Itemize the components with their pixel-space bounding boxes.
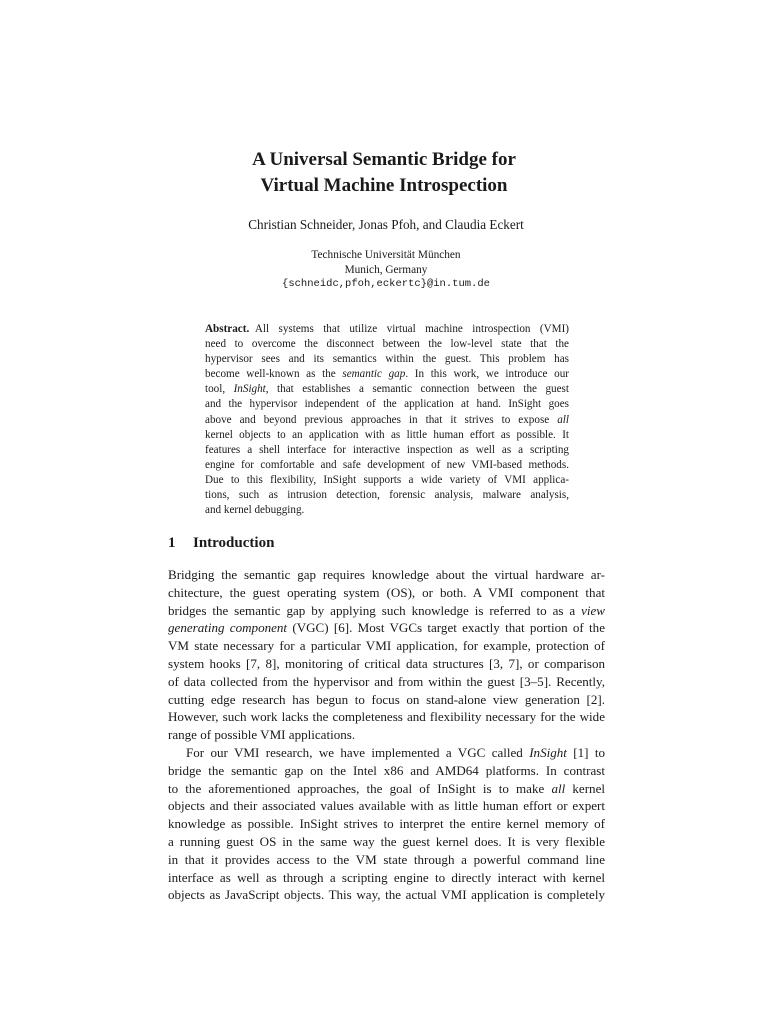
abstract-line <box>205 382 569 397</box>
abstract-line <box>205 322 569 337</box>
body-line <box>168 815 605 833</box>
body-line <box>168 869 605 887</box>
abstract-label: Abstract. <box>205 323 250 335</box>
abstract-line <box>205 352 569 367</box>
text-run: chitecture, the guest operating system (OS), or both. A VMI component that <box>168 584 605 600</box>
abstract-line <box>205 367 569 382</box>
text-run: hypervisor sees and its semantics within the guest. This problem has <box>205 353 569 366</box>
text-run: , that establishes a semantic connection between the guest <box>265 383 569 396</box>
text-run: objects and their associated values available with as little human effort or expert <box>168 798 605 814</box>
affiliation-institution: Technische Universität München <box>311 249 461 261</box>
emphasized-text: all <box>557 413 569 426</box>
abstract-line <box>205 397 569 412</box>
emphasized-text: InSight <box>529 744 567 760</box>
introduction-body <box>168 566 605 904</box>
abstract-line <box>205 458 569 473</box>
text-run: Bridging the semantic gap requires knowledge about the virtual hardware ar- <box>168 567 605 582</box>
text-run: Due to this flexibility, InSight supports a wide variety of VMI applica- <box>205 473 569 486</box>
text-run: to the aforementioned approaches, the goal of InSight is to make <box>168 780 552 796</box>
body-line <box>168 797 605 815</box>
body-line <box>168 780 605 798</box>
body-line <box>168 619 605 637</box>
body-line <box>168 602 605 620</box>
text-run: VM state necessary for a particular VMI application, for example, protection of <box>168 638 605 654</box>
emphasized-text: generating component <box>168 620 288 636</box>
body-line <box>168 637 605 655</box>
section-number: 1 <box>168 535 176 551</box>
text-run: cutting edge research has begun to focus on stand-alone view generation [2]. <box>168 691 605 707</box>
abstract-line <box>205 473 569 488</box>
body-line <box>168 886 605 904</box>
body-line <box>168 726 605 744</box>
abstract-line <box>205 443 569 458</box>
body-line <box>168 691 605 709</box>
body-line <box>168 655 605 673</box>
abstract-line <box>205 428 569 443</box>
text-run: kernel objects to an application with as little human effort as possible. It <box>205 428 569 441</box>
text-run: For our VMI research, we have implemented a VGC called <box>186 744 530 760</box>
text-run: a running guest OS in the same way the guest kernel does. It is very flexible <box>168 833 605 849</box>
section-heading-introduction <box>168 533 274 553</box>
text-run: (VGC) [6]. Most VGCs target exactly that portion of the <box>287 620 605 636</box>
affiliation-location: Munich, Germany <box>344 263 428 276</box>
text-run: All systems that utilize virtual machine introspection (VMI) <box>254 323 569 335</box>
text-run: engine for comfortable and safe development of new VMI-based methods. <box>205 458 569 471</box>
text-run: of data collected from the hypervisor and from within the guest [3–5]. Recently, <box>168 673 605 689</box>
emphasized-text: InSight <box>233 383 266 396</box>
text-run: bridges the semantic gap by applying such knowledge is referred to as a <box>168 602 582 618</box>
affiliation-block <box>0 248 768 292</box>
text-run: [1] to <box>566 744 605 760</box>
paper-title <box>0 147 768 199</box>
text-run: tool, <box>205 383 234 396</box>
body-line <box>168 744 605 762</box>
body-line <box>168 833 605 851</box>
text-run: features a shell interface for interactive inspection as well as a scripting <box>205 443 569 456</box>
text-run: knowledge as possible. InSight strives to interpret the entire kernel memory of <box>168 816 605 832</box>
text-run: system hooks [7, 8], monitoring of critical data structures [3, 7], or comparison <box>168 655 605 671</box>
text-run: and the hypervisor independent of the application at hand. InSight goes <box>205 398 569 411</box>
text-run: bridge the semantic gap on the Intel x86 and AMD64 platforms. In contrast <box>168 762 605 778</box>
body-line <box>168 673 605 691</box>
text-run: objects as JavaScript objects. This way, the actual VMI application is completely <box>168 887 605 903</box>
abstract-line <box>205 413 569 428</box>
emphasized-text: view <box>581 602 605 618</box>
abstract-line <box>205 503 569 518</box>
text-run: . In this work, we introduce our <box>405 368 569 381</box>
abstract-line <box>205 337 569 352</box>
emphasized-text: all <box>551 780 566 796</box>
text-run: need to overcome the disconnect between the low-level state that the <box>205 338 569 351</box>
body-line <box>168 584 605 602</box>
body-line <box>168 708 605 726</box>
text-run: become well-known as the <box>205 368 343 381</box>
text-run: tions, such as intrusion detection, forensic analysis, malware analysis, <box>205 489 569 502</box>
emphasized-text: semantic gap <box>342 368 406 381</box>
text-run: and kernel debugging. <box>205 504 305 517</box>
title-line-2: Virtual Machine Introspection <box>260 175 508 196</box>
title-line-1: A Universal Semantic Bridge for <box>252 149 516 170</box>
body-line <box>168 851 605 869</box>
text-run: However, such work lacks the completeness and flexibility necessary for the wide <box>168 709 605 725</box>
abstract-line <box>205 488 569 503</box>
body-line <box>168 566 605 584</box>
abstract-block <box>205 322 569 518</box>
text-run: in that it provides access to the VM state through a powerful command line <box>168 851 605 867</box>
text-run: kernel <box>565 780 605 796</box>
author-list: Christian Schneider, Jonas Pfoh, and Claudia Eckert <box>248 217 524 232</box>
body-line <box>168 762 605 780</box>
text-run: range of possible VMI applications. <box>168 727 356 743</box>
text-run: interface as well as through a scripting engine to directly interact with kernel <box>168 869 605 885</box>
section-title: Introduction <box>193 535 275 551</box>
author-email: {schneidc,pfoh,eckertc}@in.tum.de <box>282 278 490 290</box>
text-run: above and beyond previous approaches in that it strives to expose <box>205 413 558 426</box>
